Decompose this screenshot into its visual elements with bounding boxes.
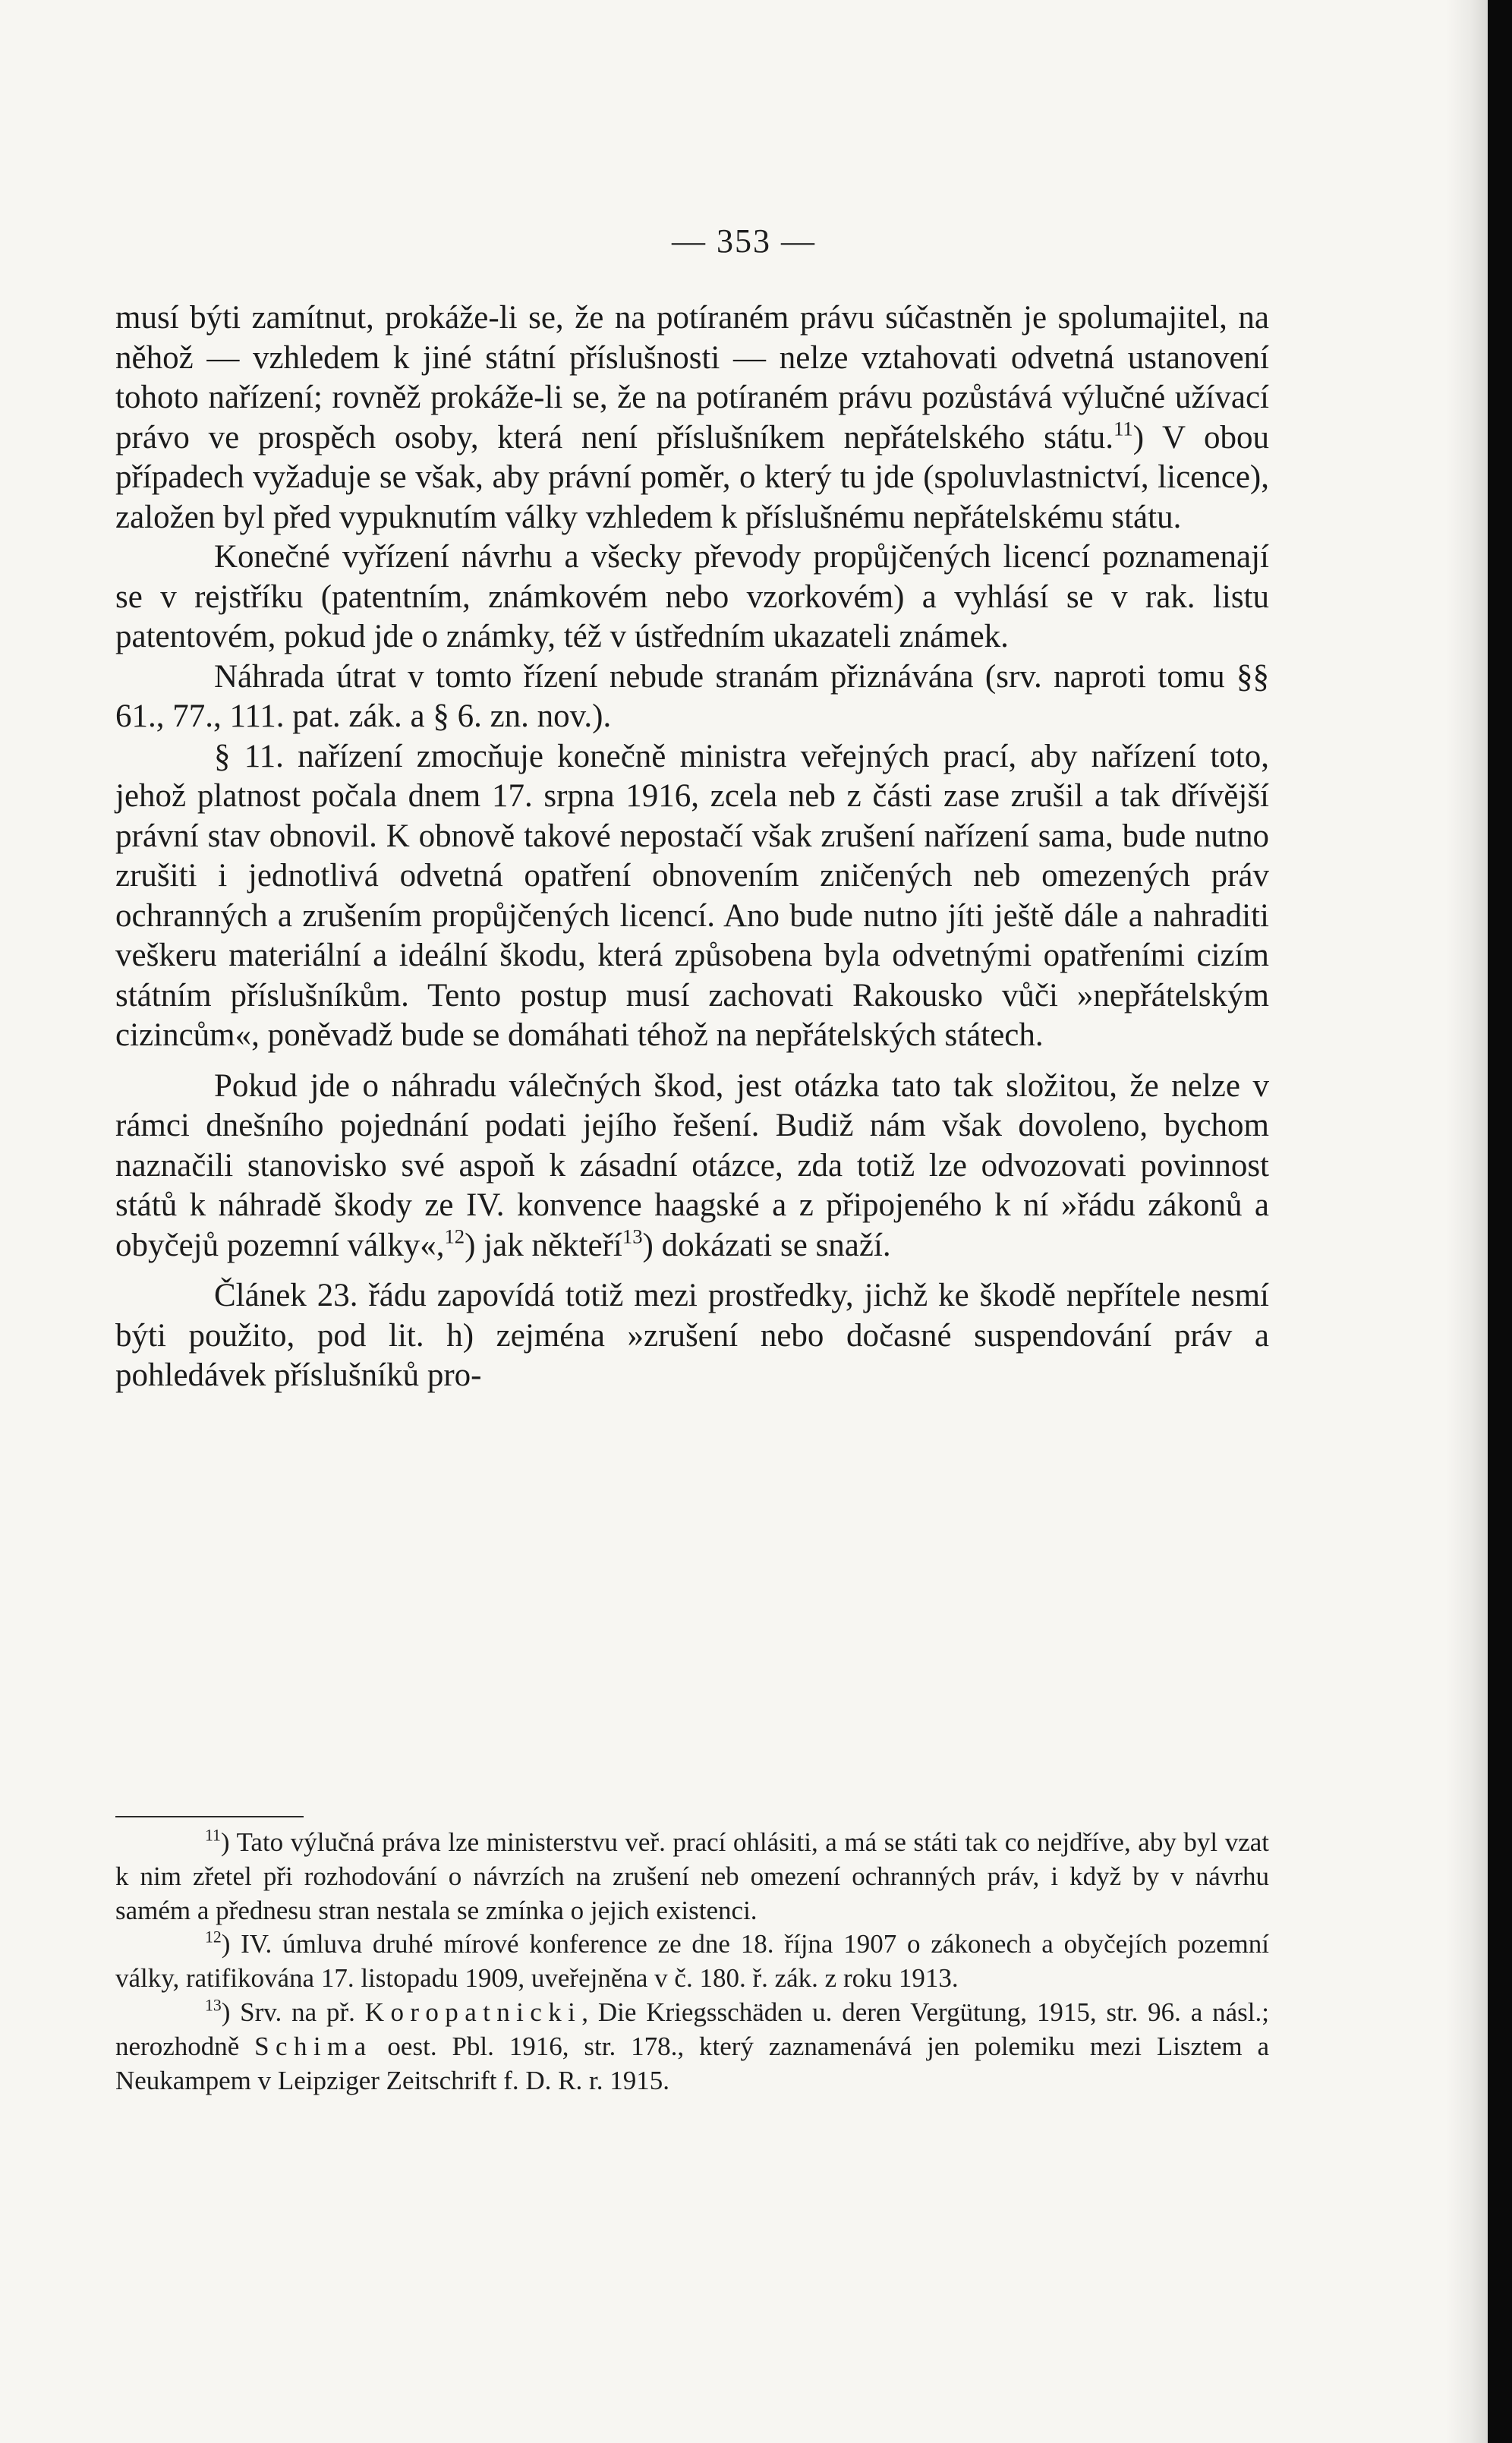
text-run: , Die Kriegsschäden u. deren Vergütung, 1915, str. 96. a násl.; nerozhodně bbox=[115, 1997, 1269, 2061]
paragraph bbox=[115, 657, 1269, 737]
text-run: ) dokázati se snaží. bbox=[642, 1227, 891, 1263]
author-name: Koropatnicki bbox=[364, 1997, 582, 2027]
footnote-marker: 11 bbox=[205, 1826, 221, 1845]
text-run: musí býti zamítnut, prokáže-li se, že na potíraném právu súčastněn je spolumajitel, na něhož — vzhledem k jiné státní příslušnosti — nelze vztahovati odvetná ustanovení tohoto nařízení; rovněž prokáže-li se, že na potíraném právu pozůstává výlučné užívací právo ve prospěch osoby, která není příslušníkem nepřátelského státu. bbox=[115, 300, 1269, 456]
footnote bbox=[115, 1996, 1269, 2098]
paragraph bbox=[115, 537, 1269, 657]
footnotes bbox=[115, 1826, 1269, 2098]
text-run: Článek 23. řádu zapovídá totiž mezi prostředky, jichž ke škodě nepřítele nesmí býti použito, pod lit. h) zejména »zrušení nebo dočasné suspendování práv a pohledávek příslušníků pro- bbox=[115, 1278, 1269, 1393]
page-number: — 353 — bbox=[672, 222, 816, 260]
main-text bbox=[115, 298, 1269, 1396]
paragraph bbox=[115, 1067, 1269, 1266]
footnote bbox=[115, 1928, 1269, 1996]
footnote-reference: 11 bbox=[1114, 416, 1133, 440]
footnote-separator bbox=[115, 1816, 304, 1817]
text-run: § 11. nařízení zmocňuje konečně ministra veřejných prací, aby nařízení toto, jehož platnost počala dnem 17. srpna 1916, zcela neb z části zase zrušil a tak dřívější právní stav obnovil. K obnově takové nepostačí však zrušení nařízení sama, bude nutno zrušiti i jednotlivá odvetná opatření obnovením zničených neb omezených práv ochranných a zrušením propůjčených licencí. Ano bude nutno jíti ještě dále a nahraditi veškeru materiální a ideální škodu, která způsobena byla odvetnými opatřeními cizím státním příslušníkům. Tento postup musí zachovati Rakousko vůči »nepřátelským cizincům«, poněvadž bude se domáhati téhož na nepřátelských státech. bbox=[115, 738, 1269, 1053]
text-run: ) jak někteří bbox=[465, 1227, 622, 1263]
text-run: Konečné vyřízení návrhu a všecky převody propůjčených licencí poznamenají se v rejstříku (patentním, známkovém nebo vzorkovém) a vyhlásí se v rak. listu patentovém, pokud jde o známky, též v ústředním ukazateli známek. bbox=[115, 539, 1269, 654]
text-run: ) Tato výlučná práva lze ministerstvu veř. prací ohlásiti, a má se státi tak co nejdříve, aby byl vzat k nim zřetel při rozhodování o návrzích na zrušení neb omezení ochranných práv, i když by v návrhu samém a přednesu stran nestala se zmínka o jejich existenci. bbox=[115, 1827, 1269, 1925]
text-run: ) IV. úmluva druhé mírové konference ze dne 18. října 1907 o zákonech a obyčejích pozemní války, ratifikována 17. listopadu 1909, uveřejněna v č. 180. ř. zák. z roku 1913. bbox=[115, 1929, 1269, 1994]
text-run: Náhrada útrat v tomto řízení nebude stranám přiznávána (srv. naproti tomu §§ 61., 77., 111. pat. zák. a § 6. zn. nov.). bbox=[115, 658, 1269, 734]
paragraph bbox=[115, 737, 1269, 1056]
footnote-reference: 12 bbox=[444, 1224, 465, 1247]
footnote bbox=[115, 1826, 1269, 1928]
footnote-reference: 13 bbox=[622, 1224, 643, 1247]
footnote-marker: 12 bbox=[205, 1928, 222, 1947]
paragraph bbox=[115, 298, 1269, 537]
text-run: oest. Pbl. 1916, str. 178., který zaznamenává jen polemiku mezi Lisztem a Neukampem v Leipziger Zeitschrift f. D. R. r. 1915. bbox=[115, 2031, 1269, 2095]
text-run: ) Srv. na př. bbox=[221, 1997, 365, 2027]
author-name: Schima bbox=[254, 2031, 373, 2061]
page-edge-shadow bbox=[1446, 0, 1488, 2443]
footnote-marker: 13 bbox=[205, 1996, 222, 2015]
paragraph bbox=[115, 1276, 1269, 1396]
text-run: ) V obou případech vyžaduje se však, aby právní poměr, o který tu jde (spoluvlastnictví, licence), založen byl před vypuknutím války vzhledem k příslušnému nepřátelskému státu. bbox=[115, 419, 1269, 535]
text-run: Pokud jde o náhradu válečných škod, jest otázka tato tak složitou, že nelze v rámci dnešního pojednání podati jejího řešení. Budiž nám však dovoleno, bychom naznačili stanovisko své aspoň k zásadní otázce, zda totiž lze odvozovati povinnost států k náhradě škody ze IV. konvence haagské a z připojeného k ní »řádu zákonů a obyčejů pozemní války«, bbox=[115, 1067, 1269, 1263]
